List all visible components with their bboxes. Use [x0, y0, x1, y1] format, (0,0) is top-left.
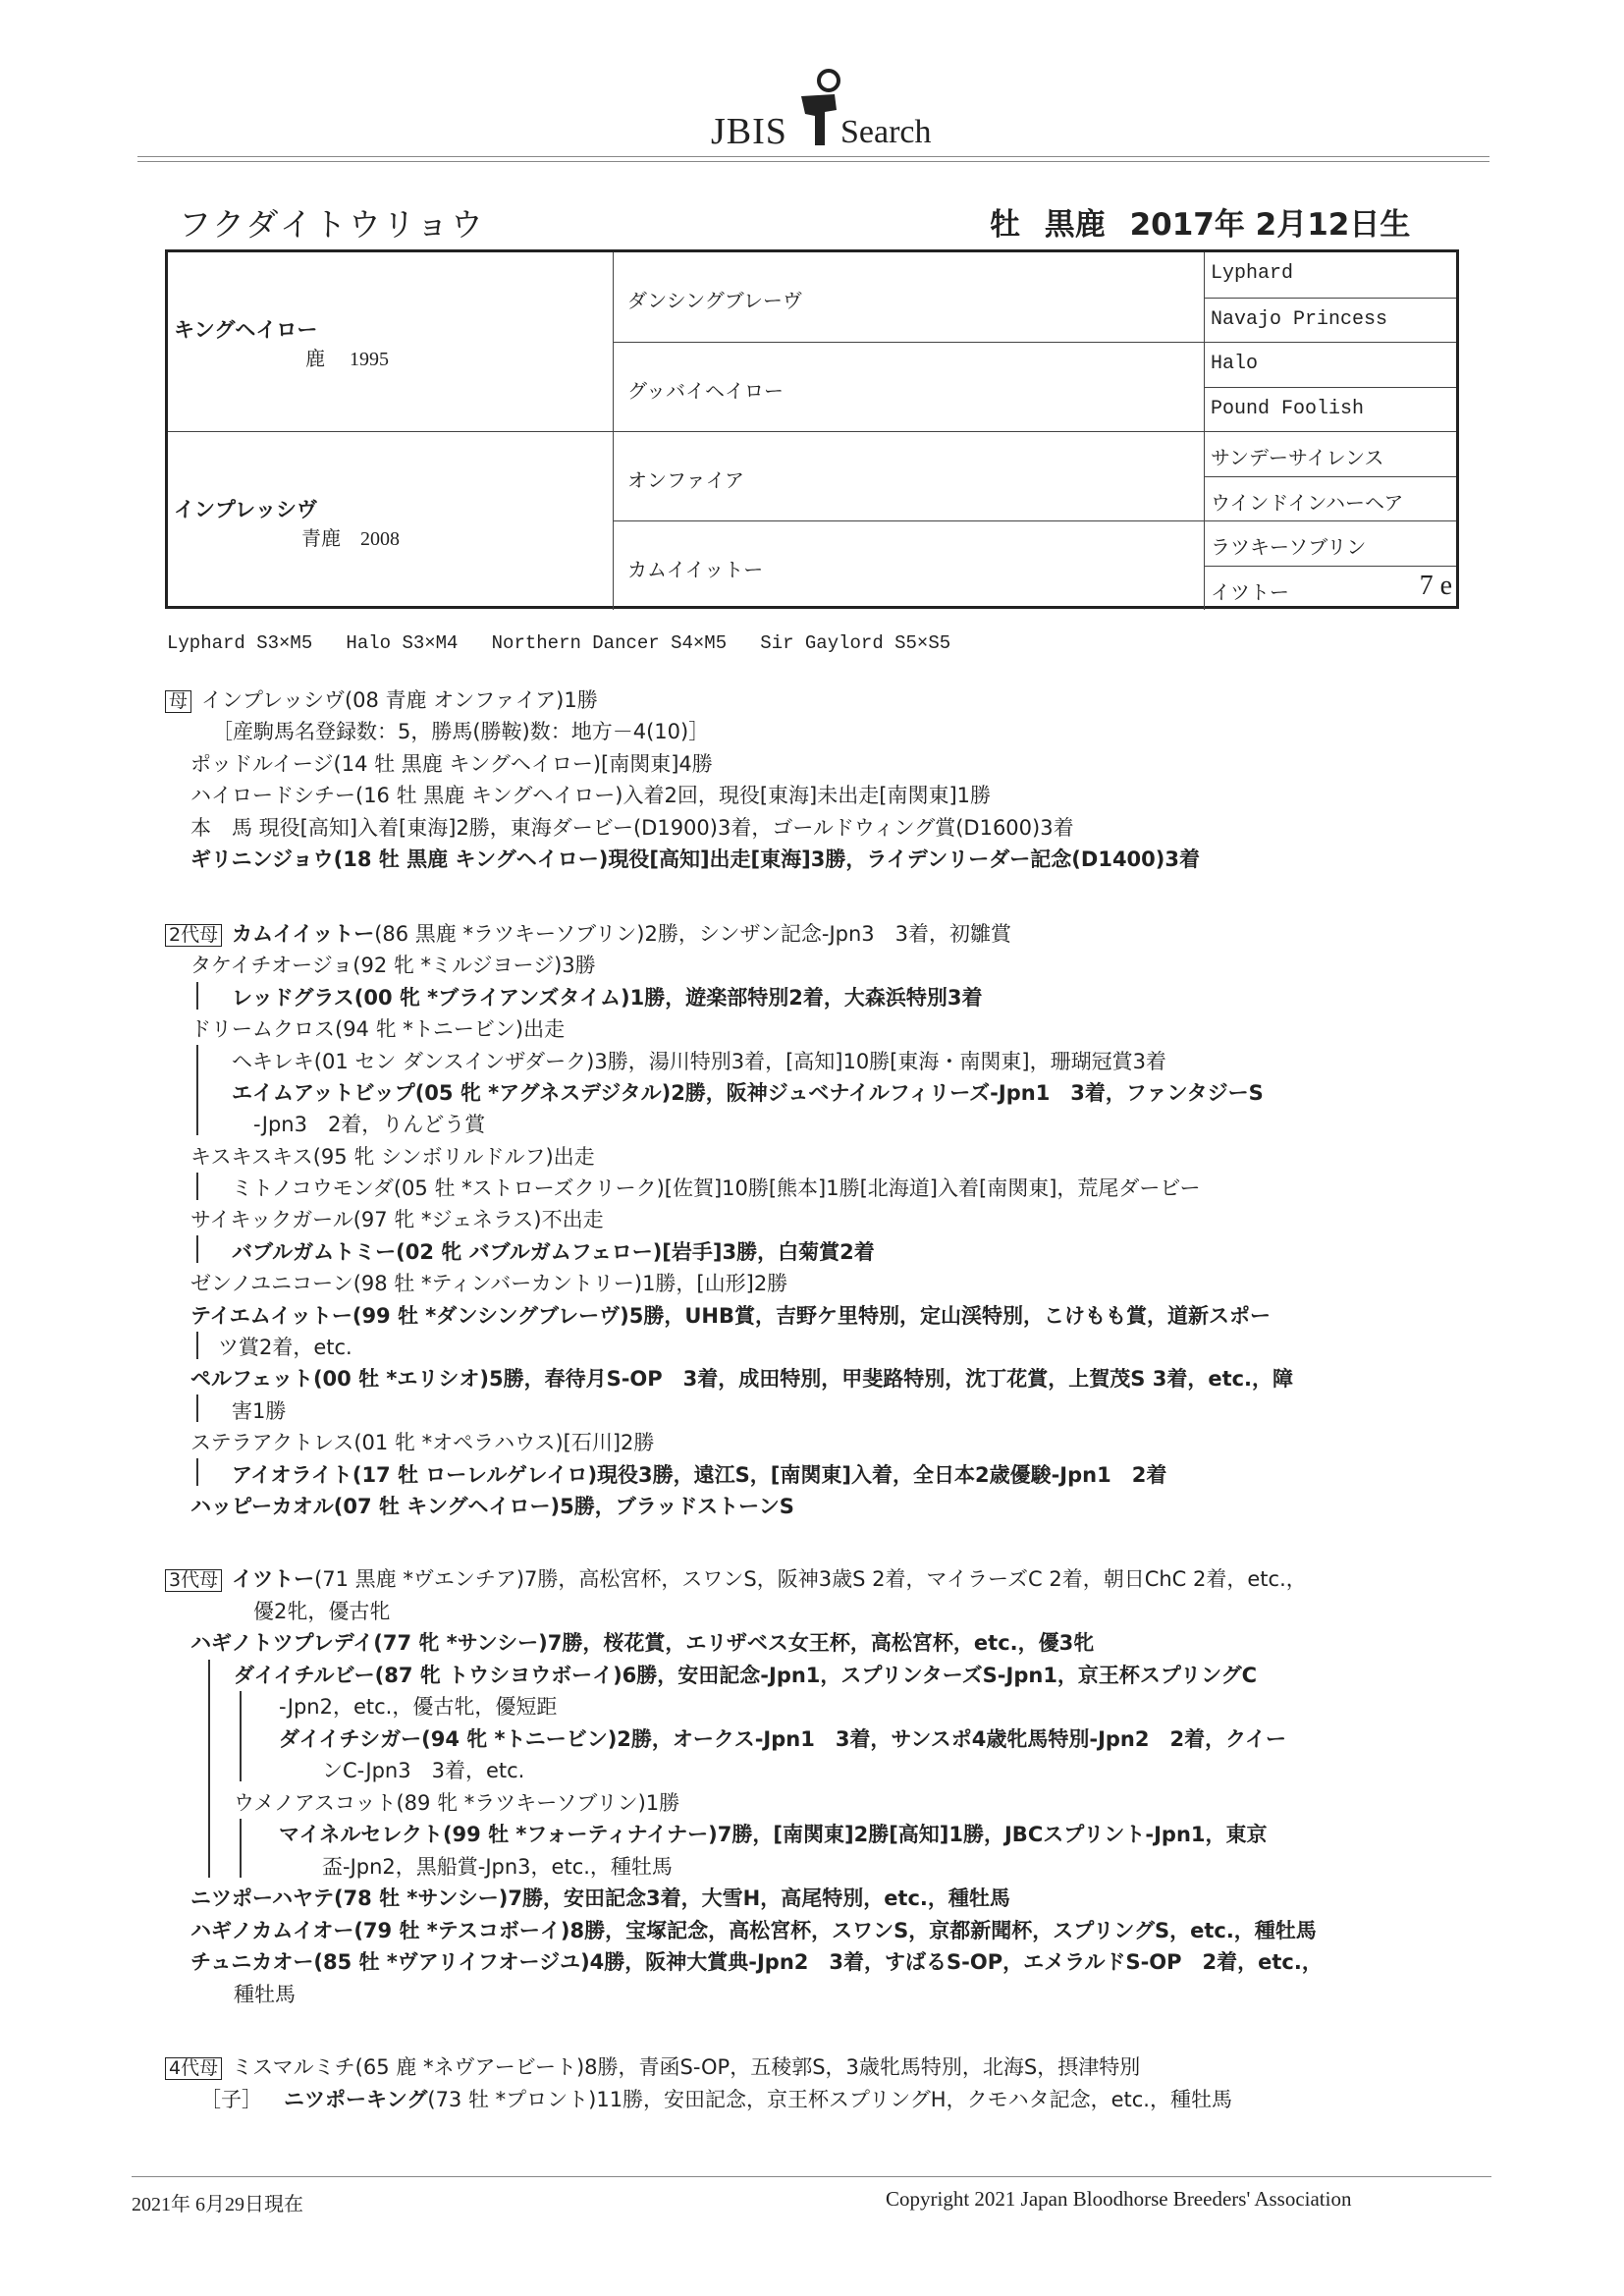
g3dam-name: イツトー [232, 1567, 315, 1591]
g3-name: イツトー [1211, 579, 1289, 604]
family-line: ポッドルイージ(14 牡 黒鹿 キングヘイロー)[南関東]4勝 [190, 752, 713, 776]
family-line: ゼンノユニコーン(98 牡 *ティンバーカントリー)1勝，[山形]2勝 [190, 1272, 788, 1295]
child-name: ニツポーキング [284, 2088, 428, 2111]
family-line: タケイチオージョ(92 牝 *ミルジヨージ)3勝 [190, 954, 596, 977]
family-line: チュニカオー(85 牡 *ヴアリイフオージユ)4勝，阪神大賞典-Jpn2 3着，すばるS-OP，エメラルドS-OP 2着，etc.， [190, 1950, 1323, 1974]
family-line: ハギノカムイオー(79 牡 *テスコボーイ)8勝，宝塚記念，高松宮杯，スワンS，京都新聞杯，スプリングS，etc.，種牡馬 [190, 1919, 1317, 1942]
family-line: -Jpn3 2着，りんどう賞 [253, 1113, 486, 1136]
line-bar [240, 1819, 242, 1878]
jbis-search-logo [711, 67, 966, 155]
family-line: ペルフェット(00 牡 *エリシオ)5勝，春待月S-OP 3着，成田特別，甲斐路特別，沈丁花賞，上賀茂S 3着，etc.，障 [190, 1367, 1294, 1391]
family-line: ウメノアスコット(89 牝 *ラツキーソブリン)1勝 [234, 1791, 680, 1815]
dam-section-head [165, 690, 598, 713]
family-line: エイムアットビップ(05 牝 *アグネスデジタル)2勝，阪神ジュベナイルフィリーズ-Jpn1 3着，ファンタジーS [232, 1081, 1264, 1105]
family-line: インプレッシヴ(08 青鹿 オンファイア)1勝 [201, 688, 598, 712]
pedigree-g2-cell [614, 431, 1205, 520]
family-line: マイネルセレクト(99 牡 *フォーティナイナー)7勝，[南関東]2勝[高知]1勝，JBCスプリント-Jpn1，東京 [279, 1823, 1268, 1846]
family-line: ミトノコウモンダ(05 牡 *ストローズクリーク)[佐賀]10勝[熊本]1勝[北海道]入着[南関東]，荒尾ダービー [232, 1176, 1201, 1200]
family-number: 7 e [1419, 570, 1452, 601]
pedigree-g2-cell [614, 342, 1205, 431]
footer-date: 2021年 6月29日現在 [132, 2194, 303, 2215]
g3-name: ラツキーソブリン [1211, 535, 1367, 559]
g4dam-section-head [165, 2057, 1140, 2080]
family-line: 優2牝，優古牝 [253, 1600, 391, 1623]
pedigree-g3-cell [1205, 476, 1456, 521]
horse-birth: 2017年 2月12日生 [1129, 207, 1411, 243]
g3-name: Navajo Princess [1211, 307, 1388, 331]
family-line: ［産駒馬名登録数：5，勝馬(勝鞍)数：地方－4(10)］ [212, 720, 710, 743]
g2dam-section-head [165, 924, 1011, 947]
pedigree-g3-cell [1205, 387, 1456, 432]
horse-rider-icon [795, 67, 844, 145]
family-line: 本 馬 現役[高知]入着[東海]2勝，東海ダービー(D1900)3着，ゴールドウィング賞(D1600)3着 [190, 816, 1074, 840]
family-line: 種牡馬 [234, 1983, 296, 2006]
g4dam-child-line [200, 2090, 1232, 2110]
family-line: ドリームクロス(94 牝 *トニービン)出走 [190, 1017, 566, 1041]
family-line: キスキスキス(95 牝 シンボリルドルフ)出走 [190, 1145, 595, 1169]
section-tag: 母 [165, 690, 191, 713]
pedigree-sire-cell [168, 252, 614, 431]
g4dam-record: ミスマルミチ(65 鹿 *ネヴアービート)8勝，青函S-OP，五稜郭S，3歳牝馬特別，北海S，摂津特別 [232, 2055, 1141, 2079]
sire-detail: 鹿 1995 [305, 349, 389, 370]
header-rule [137, 156, 1489, 162]
family-line: ンC-Jpn3 3着，etc. [322, 1759, 525, 1782]
g2-name: グッバイヘイロー [627, 379, 784, 403]
family-line: ハイロードシチー(16 牡 黒鹿 キングヘイロー)入着2回，現役[東海]未出走[南関東]1勝 [190, 784, 991, 807]
line-bar [196, 1458, 198, 1486]
g3-name: Lyphard [1211, 262, 1294, 285]
horse-name: フクダイトウリョウ [179, 205, 485, 244]
pedigree-g3-cell [1205, 520, 1456, 566]
g2-name: カムイイットー [627, 558, 764, 581]
horse-info [990, 199, 1424, 244]
sire-name: キングヘイロー [174, 318, 318, 342]
family-line: ギリニンジョウ(18 牡 黒鹿 キングヘイロー)現役[高知]出走[東海]3勝，ライデンリーダー記念(D1400)3着 [190, 847, 1200, 871]
g3-name: ウインドインハーヘア [1211, 490, 1404, 515]
section-tag: 3代母 [165, 1569, 222, 1592]
pedigree-g3-cell [1205, 431, 1456, 476]
horse-color: 黒鹿 [1044, 207, 1106, 243]
footer-rule [132, 2176, 1491, 2179]
g3-name: Pound Foolish [1211, 397, 1365, 420]
family-line: アイオライト(17 牡 ローレルゲレイロ)現役3勝，遠江S，[南関東]入着，全日本2歳優駿-Jpn1 2着 [232, 1463, 1167, 1487]
family-line: ハギノトツプレデイ(77 牝 *サンシー)7勝，桜花賞，エリザベス女王杯，高松宮杯，etc.，優3牝 [190, 1631, 1095, 1655]
g3dam-section-head [165, 1569, 1307, 1592]
family-line: テイエムイットー(99 牡 *ダンシングブレーヴ)5勝，UHB賞，吉野ケ里特別，定山渓特別，こけもも賞，道新スポー [190, 1304, 1272, 1328]
horse-sex: 牡 [990, 207, 1020, 243]
family-line: ツ賞2着，etc. [218, 1336, 352, 1359]
pedigree-g3-cell [1205, 566, 1456, 611]
family-line: レッドグラス(00 牝 *ブライアンズタイム)1勝，遊楽部特別2着，大森浜特別3着 [232, 986, 983, 1010]
family-line: ハッピーカオル(07 牡 キングヘイロー)5勝，ブラッドストーンS [190, 1495, 794, 1518]
line-bar [196, 1173, 198, 1200]
family-line: サイキックガール(97 牝 *ジェネラス)不出走 [190, 1208, 604, 1231]
g2-name: ダンシングブレーヴ [627, 289, 802, 312]
line-bar [196, 1332, 198, 1359]
pedigree-dam-cell [168, 431, 614, 610]
g2dam-name: カムイイットー [232, 922, 375, 946]
line-bar [208, 1660, 210, 1878]
pedigree-g2-cell [614, 520, 1205, 610]
line-bar [196, 1235, 198, 1263]
family-line: -Jpn2，etc.，優古牝，優短距 [279, 1695, 558, 1719]
g3-name: サンデーサイレンス [1211, 446, 1384, 469]
line-bar [240, 1691, 242, 1781]
family-line: 盃-Jpn2，黒船賞-Jpn3，etc.，種牡馬 [322, 1855, 673, 1879]
g2-name: オンファイア [627, 468, 744, 492]
g3-name: Halo [1211, 353, 1259, 375]
pedigree-table [165, 249, 1459, 609]
dam-detail: 青鹿 2008 [301, 528, 400, 550]
child-tag: ［子］ [200, 2088, 262, 2111]
line-bar [196, 982, 198, 1010]
section-tag: 2代母 [165, 924, 222, 947]
family-line: ニツポーハヤテ(78 牡 *サンシー)7勝，安田記念3着，大雪H，高尾特別，etc.，種牡馬 [190, 1886, 1010, 1910]
g2dam-record: (86 黒鹿 *ラツキーソブリン)2勝，シンザン記念-Jpn3 3着，初雛賞 [374, 922, 1012, 946]
family-line: ダイイチルビー(87 牝 トウシヨウボーイ)6勝，安田記念-Jpn1，スプリンターズS-Jpn1，京王杯スプリングC [234, 1664, 1258, 1687]
logo-search-text: Search [840, 114, 932, 150]
dam-name: インプレッシヴ [174, 498, 317, 521]
family-line: 害1勝 [232, 1399, 287, 1423]
g3dam-record: (71 黒鹿 *ヴエンチア)7勝，高松宮杯，スワンS，阪神3歳S 2着，マイラーズC 2着，朝日ChC 2着，etc.， [314, 1567, 1307, 1591]
family-line: ヘキレキ(01 セン ダンスインザダーク)3勝，湯川特別3着，[高知]10勝[東海・南関東]，珊瑚冠賞3着 [232, 1050, 1166, 1073]
pedigree-g3-cell [1205, 298, 1456, 343]
line-bar [196, 1394, 198, 1422]
family-line: ダイイチシガー(94 牝 *トニービン)2勝，オークス-Jpn1 3着，サンスポ4歳牝馬特別-Jpn2 2着，クイー [279, 1727, 1287, 1751]
footer-copyright: Copyright 2021 Japan Bloodhorse Breeders' Association [886, 2187, 1352, 2211]
pedigree-g3-cell [1205, 342, 1456, 387]
pedigree-g2-cell [614, 252, 1205, 342]
child-record: (73 牡 *プロント)11勝，安田記念，京王杯スプリングH，クモハタ記念，etc.，種牡馬 [427, 2088, 1232, 2111]
family-line: ステラアクトレス(01 牝 *オペラハウス)[石川]2勝 [190, 1431, 655, 1454]
pedigree-g3-cell [1205, 252, 1456, 298]
family-line: バブルガムトミー(02 牝 バブルガムフェロー)[岩手]3勝，白菊賞2着 [232, 1240, 875, 1264]
section-tag: 4代母 [165, 2057, 222, 2080]
inbreeding-line: Lyphard S3×M5 Halo S3×M4 Northern Dancer S4×M5 Sir Gaylord S5×S5 [167, 632, 951, 654]
line-bar [196, 1045, 198, 1135]
logo-jbis-text: JBIS [711, 111, 787, 152]
